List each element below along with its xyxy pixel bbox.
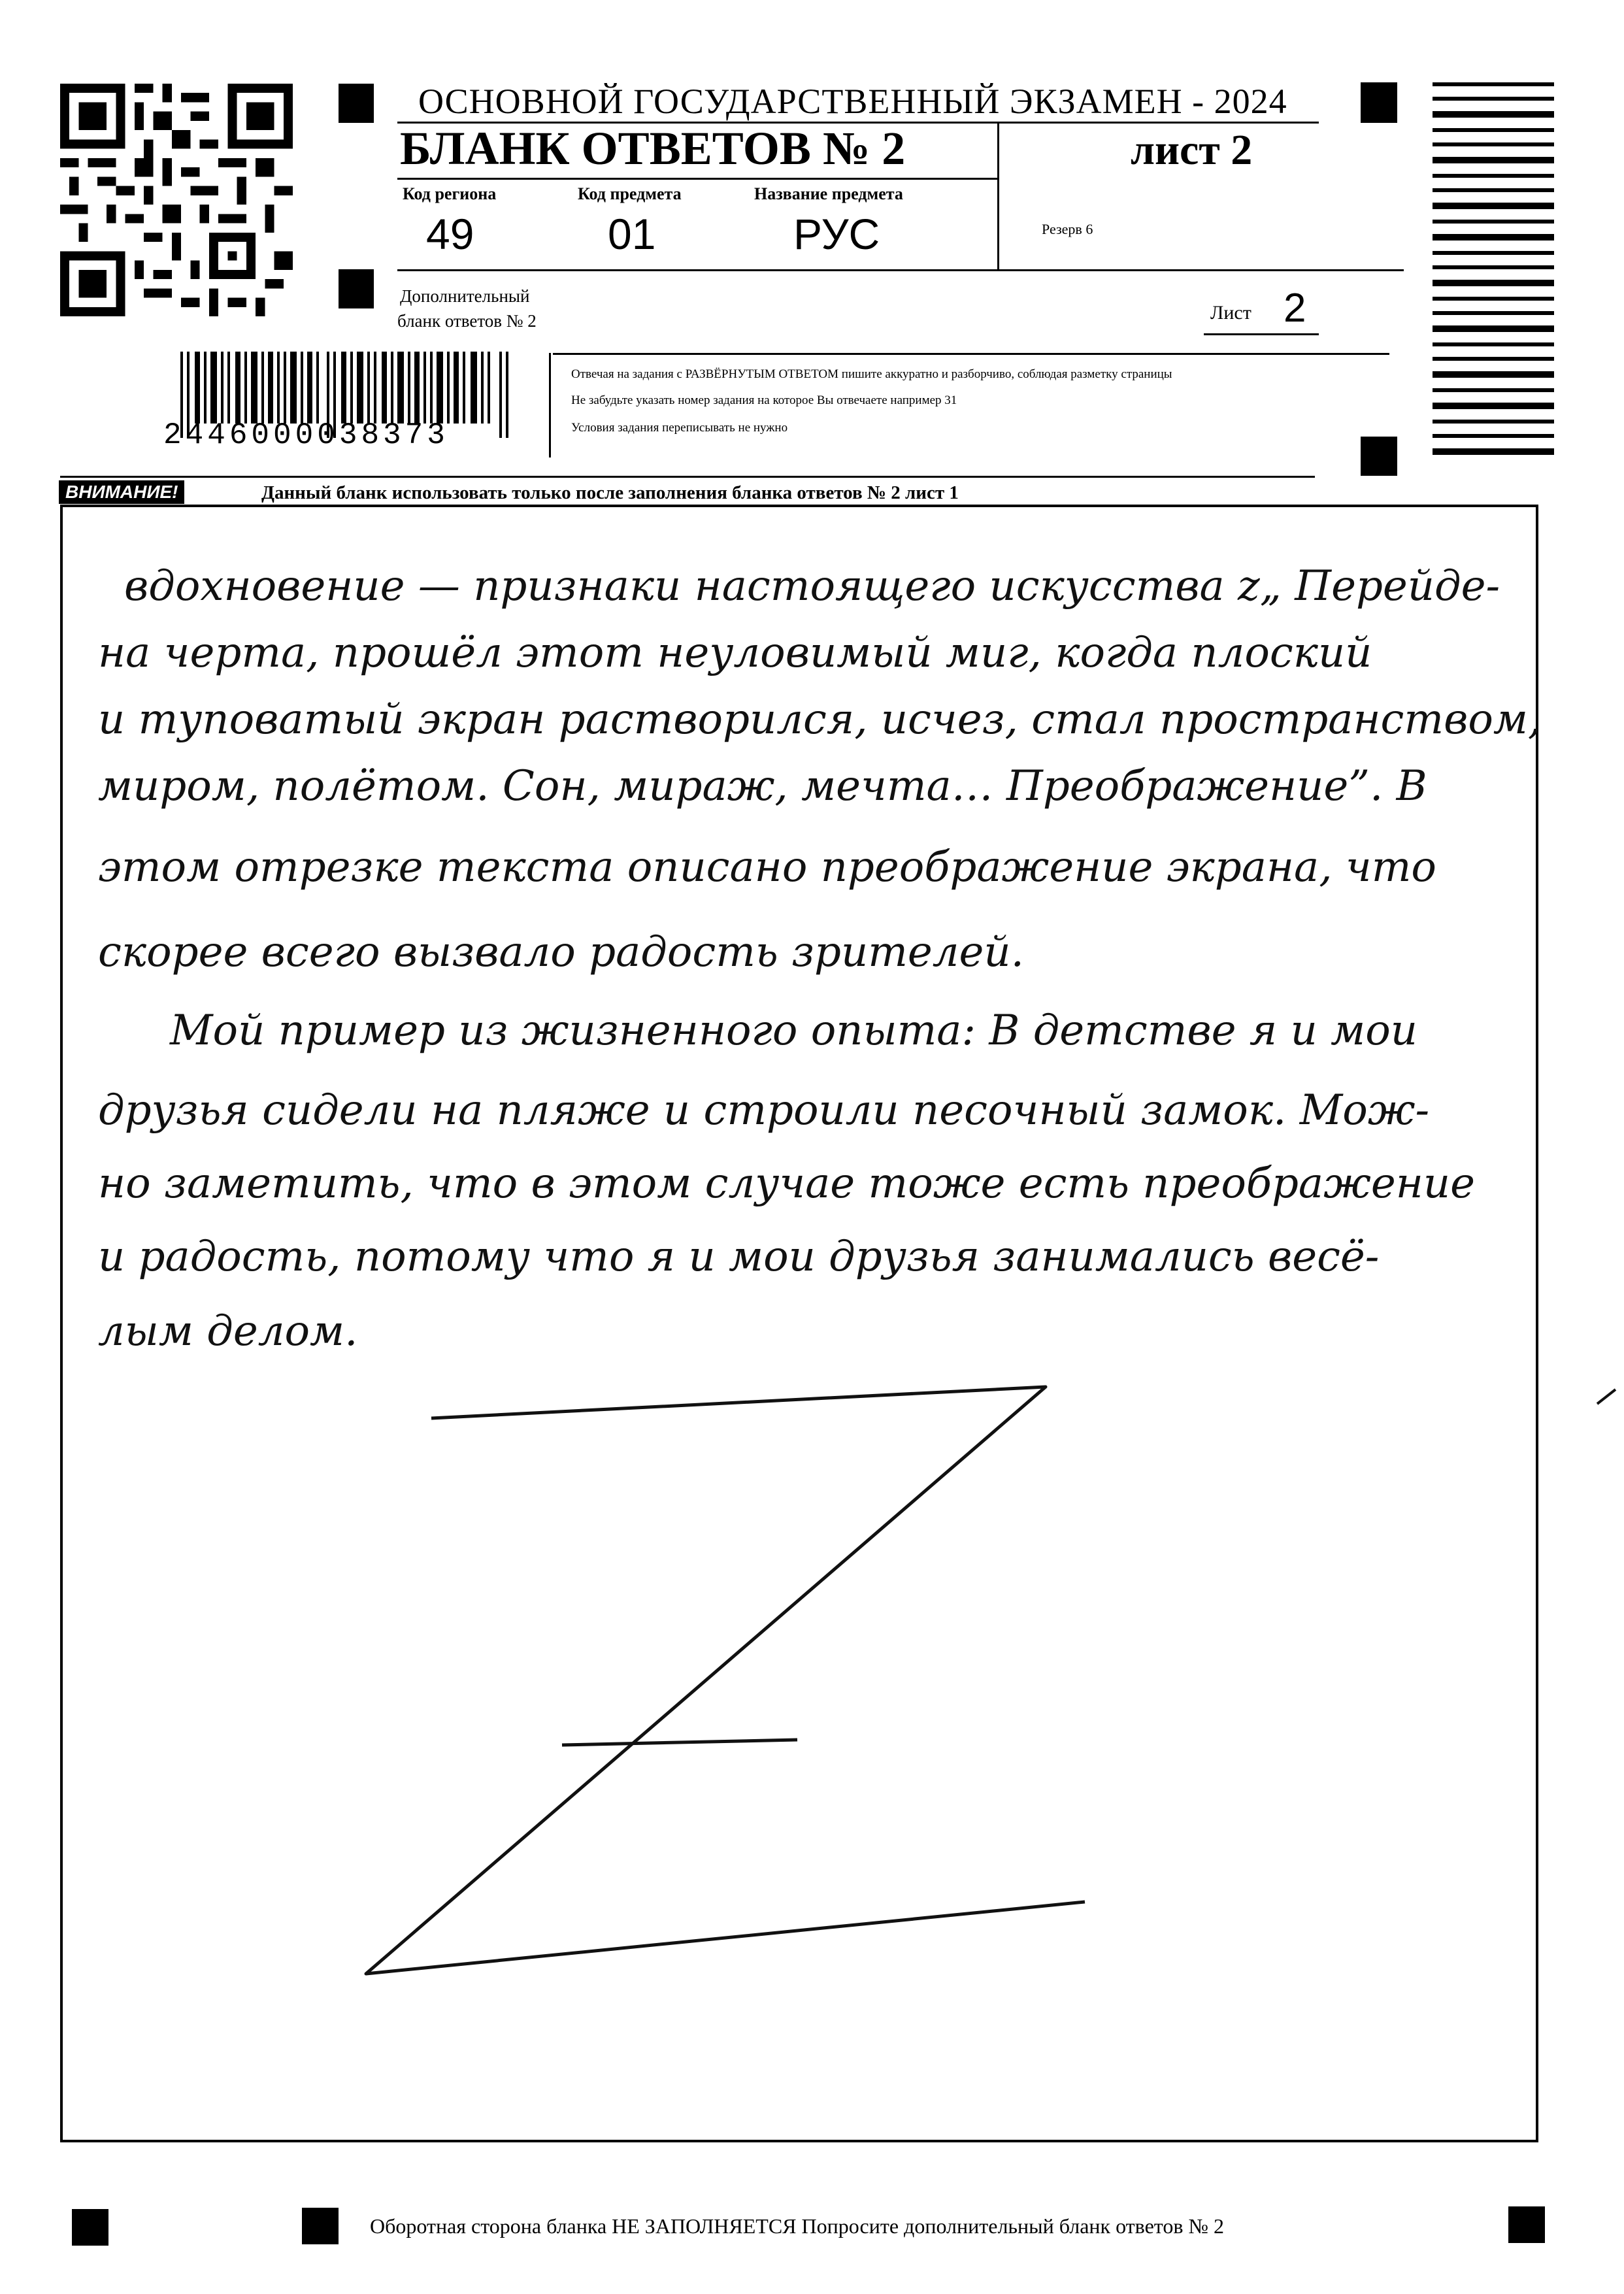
exam-title: ОСНОВНОЙ ГОСУДАРСТВЕННЫЙ ЭКЗАМЕН - 2024 <box>418 82 1287 121</box>
blank-title: БЛАНК ОТВЕТОВ № 2 <box>400 122 906 175</box>
notice-line <box>60 476 1315 478</box>
subject-name-label: Название предмета <box>754 184 903 203</box>
region-code-value: 49 <box>426 210 474 258</box>
subject-code-value: 01 <box>608 210 656 258</box>
barcode-number: 2446000038373 <box>163 418 449 452</box>
answer-line: вдохновение — признаки настоящего искусства z„ Перейде- <box>124 562 1500 610</box>
registration-mark-bottom-2 <box>302 2208 339 2244</box>
registration-mark-top-right <box>1361 82 1397 123</box>
instructions-line-top <box>553 353 1389 355</box>
sheet-title: лист 2 <box>1131 126 1253 174</box>
qr-code <box>60 84 293 316</box>
answer-line: на черта, прошёл этот неуловимый миг, когда плоский <box>98 629 1372 677</box>
instructions-line-3: Условия задания переписывать не нужно <box>571 421 788 435</box>
answer-line: но заметить, что в этом случае тоже есть преображение <box>98 1159 1475 1208</box>
footer-text: Оборотная сторона бланка НЕ ЗАПОЛНЯЕТСЯ Попросите дополнительный бланк ответов № 2 <box>370 2214 1224 2238</box>
registration-mark-bottom-1 <box>72 2209 108 2246</box>
header-line-4 <box>1204 333 1319 335</box>
z-strikeout-mark <box>353 1366 1137 1987</box>
stray-pen-mark <box>1596 1387 1618 1406</box>
additional-sheet-value: 2 <box>1284 286 1306 331</box>
additional-sheet-label: Лист <box>1210 302 1251 324</box>
registration-mark-top-left <box>339 84 374 123</box>
registration-mark-mid-left <box>339 269 374 308</box>
registration-mark-mid-right <box>1361 437 1397 476</box>
answer-line: скорее всего вызвало радость зрителей. <box>98 928 1024 976</box>
answer-line: миром, полётом. Сон, мираж, мечта… Преображение”. В <box>98 762 1427 810</box>
answer-line: и радость, потому что я и мои друзья занимались весё- <box>98 1233 1380 1281</box>
instructions-line-1: Отвечая на задания с РАЗВЁРНУТЫМ ОТВЕТОМ пишите аккуратно и разборчиво, соблюдая разметку страницы <box>571 367 1172 381</box>
answer-line: друзья сидели на пляже и строили песочный замок. Мож- <box>98 1086 1430 1135</box>
registration-mark-bottom-3 <box>1508 2206 1545 2243</box>
header-line-2 <box>397 178 999 180</box>
notice-text: Данный бланк использовать только после заполнения бланка ответов № 2 лист 1 <box>261 482 959 503</box>
answer-line: этом отрезке текста описано преображение экрана, что <box>98 843 1436 891</box>
additional-label-line1: Дополнительный <box>400 286 530 306</box>
subject-code-label: Код предмета <box>578 184 682 203</box>
additional-label-line2: бланк ответов № 2 <box>397 311 537 331</box>
subject-name-value: РУС <box>793 210 880 258</box>
answer-line: лым делом. <box>98 1307 358 1355</box>
answer-line: и туповатый экран растворился, исчез, стал пространством, <box>98 695 1542 744</box>
instructions-line-2: Не забудьте указать номер задания на которое Вы отвечаете например 31 <box>571 393 957 407</box>
answer-line: Мой пример из жизненного опыта: В детстве я и мои <box>170 1006 1417 1055</box>
header-line-3 <box>397 269 1404 271</box>
instructions-divider <box>549 353 551 457</box>
region-code-label: Код региона <box>403 184 497 203</box>
reserve-label: Резерв 6 <box>1042 221 1093 237</box>
notice-badge: ВНИМАНИЕ! <box>59 480 184 504</box>
side-barcode <box>1433 82 1554 468</box>
header-divider <box>997 122 999 271</box>
